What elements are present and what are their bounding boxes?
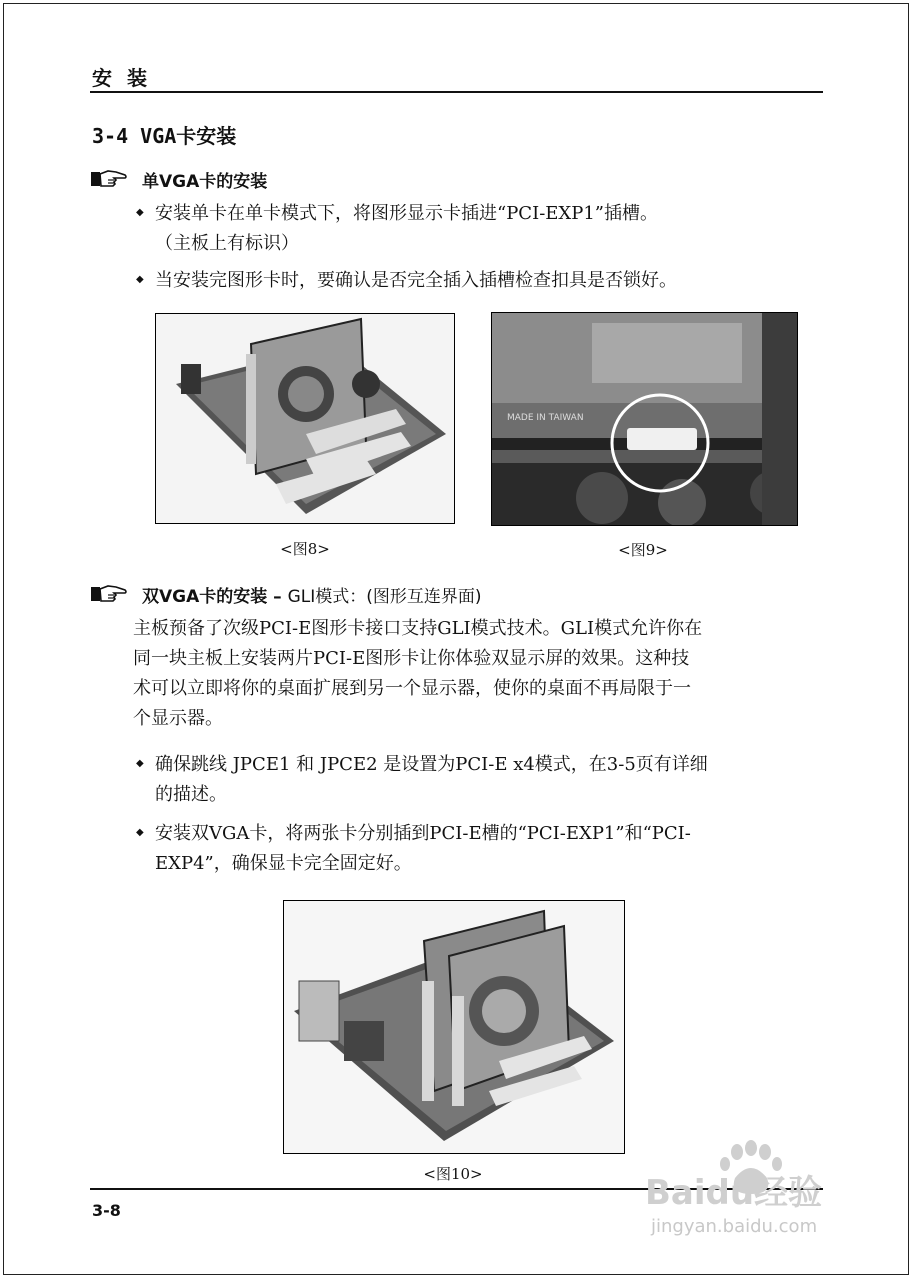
- baidu-jingyan-watermark: [645, 1138, 865, 1248]
- watermark-brand: Baidu经验: [645, 1173, 823, 1213]
- watermark-site: jingyan.baidu.com: [651, 1216, 818, 1237]
- made-in-taiwan-marking: MADE IN TAIWAN: [507, 413, 584, 423]
- dual-paragraph-line-1: 主板预备了次级PCI-E图形卡接口支持GLI模式技术。GLI模式允许你在: [133, 618, 703, 639]
- baidu-paw-logo: [645, 1138, 865, 1216]
- figure-9-photo: [491, 312, 798, 526]
- dual-vga-heading-mode: GLI模式：(图形互连界面): [287, 587, 482, 607]
- single-vga-heading: 单VGA卡的安装: [142, 172, 268, 192]
- figure-10-photo: [283, 900, 625, 1154]
- figure-10-caption: <图10>: [423, 1165, 483, 1183]
- pointing-hand-icon: [90, 583, 128, 605]
- single-bullet-1-line-1: 安装单卡在单卡模式下，将图形显示卡插进“PCI-EXP1”插槽。: [155, 203, 658, 224]
- bullet-diamond-icon: ◆: [136, 207, 144, 218]
- dual-bullet-2-line-1: 安装双VGA卡，将两张卡分别插到PCI-E槽的“PCI-EXP1”和“PCI-: [155, 823, 691, 844]
- dual-paragraph-line-2: 同一块主板上安装两片PCI-E图形卡让你体验双显示屏的效果。这种技: [133, 648, 690, 669]
- dual-bullet-1-line-1: 确保跳线 JPCE1 和 JPCE2 是设置为PCI-E x4模式，在3-5页有详细: [155, 754, 708, 775]
- dual-vga-heading-bold: 双VGA卡的安装 –: [142, 587, 282, 607]
- pointing-hand-icon: [90, 168, 128, 190]
- dual-bullet-1-line-2: 的描述。: [155, 784, 227, 805]
- dual-vga-heading: [142, 582, 482, 607]
- dual-bullet-2-line-2: EXP4”，确保显卡完全固定好。: [155, 853, 412, 874]
- single-bullet-1-line-2: （主板上有标识）: [155, 233, 299, 254]
- dual-paragraph-line-4: 个显示器。: [133, 708, 223, 729]
- figure-8-photo: [155, 313, 455, 524]
- dual-paragraph-line-3: 术可以立即将你的桌面扩展到另一个显示器，使你的桌面不再局限于一: [133, 678, 691, 699]
- single-bullet-2: 当安装完图形卡时，要确认是否完全插入插槽检查扣具是否锁好。: [155, 270, 677, 291]
- figure-9-caption: <图9>: [618, 541, 668, 559]
- bullet-diamond-icon: ◆: [136, 758, 144, 769]
- section-title: 3-4 VGA卡安装: [92, 124, 237, 148]
- bullet-diamond-icon: ◆: [136, 827, 144, 838]
- page-number: 3-8: [92, 1201, 121, 1220]
- bullet-diamond-icon: ◆: [136, 274, 144, 285]
- figure-8-caption: <图8>: [280, 540, 330, 558]
- header-rule: [90, 91, 823, 93]
- section-header: 安 装: [92, 66, 151, 90]
